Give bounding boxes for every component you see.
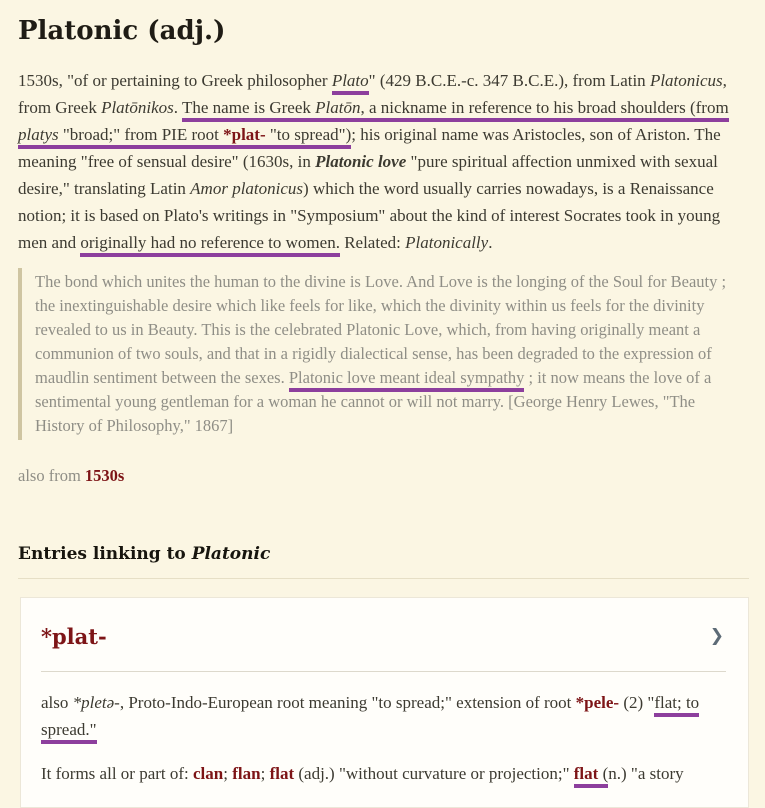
text-segment: ; (223, 764, 233, 783)
text-segment: ; (260, 764, 270, 783)
card-divider (41, 671, 726, 672)
text-segment: (2) " (619, 693, 655, 712)
text-segment: ) which the word usually carries nowadays, is a Renaissance notion; it is based on Plato's writings in "Symposium" about the kind of interest Socrates took in young men and (18, 179, 721, 252)
link-flat-adj[interactable]: flat (269, 764, 295, 783)
highlighted-text: The name is Greek (182, 98, 315, 122)
highlighted-text: "to spread") (266, 125, 352, 149)
entry-headword: Platonic (adj.) (18, 16, 226, 46)
highlighted-text: ( (598, 764, 608, 788)
text-segment: ; it now means the love of a sentimental young gentleman for a woman he cannot or will not marry. [George Henry Lewes, "The History of Philosophy," 1867] (35, 368, 712, 435)
text-segment: "pure spiritual affection unmixed with sexual desire," translating Latin (18, 152, 718, 198)
text-segment: It forms all or part of: (41, 764, 194, 783)
text-segment: Entries linking to (18, 544, 192, 564)
text-segment: . (488, 233, 493, 252)
root-derivatives-text (41, 760, 726, 787)
text-segment: Platonic (191, 544, 271, 564)
highlighted-text: Platonic love meant ideal sympathy (289, 368, 525, 392)
link-flan[interactable]: flan (232, 764, 261, 783)
text-segment: " (429 B.C.E.-c. 347 B.C.E.), from Latin (368, 71, 650, 90)
link-plat-root[interactable]: *plat- (223, 125, 266, 149)
root-definition-text (41, 689, 726, 743)
text-segment: , Proto-Indo-European root meaning "to spread;" extension of root (119, 693, 576, 712)
text-segment: Amor platonicus (190, 179, 304, 198)
text-segment: Platonically (405, 233, 489, 252)
text-segment: 1530s, "of or pertaining to Greek philosopher (18, 71, 332, 90)
quotation-block (18, 268, 735, 440)
etymology-text (18, 67, 732, 256)
highlighted-text: originally had no reference to women. (80, 233, 340, 257)
related-entry-title-link[interactable]: *plat- (41, 624, 107, 649)
text-segment: ; his original name was Aristocles, son of Ariston. The meaning "free of sensual desire" (1630s, in (18, 125, 721, 171)
text-segment: Platonicus (649, 71, 723, 90)
etymology-page (0, 14, 765, 783)
entries-linking-header (18, 544, 747, 564)
text-segment: *pletə- (72, 693, 120, 712)
highlighted-text: "broad;" from PIE root (59, 125, 224, 149)
chevron-right-icon[interactable]: ❯ (709, 626, 724, 646)
text-segment: , from Greek (18, 71, 727, 117)
link-flat-n[interactable]: flat (574, 764, 599, 788)
link-clan[interactable]: clan (193, 764, 224, 783)
highlighted-text: flat; to spread." (41, 693, 699, 744)
related-entry-card[interactable] (20, 597, 749, 808)
text-segment: Platōnikos (101, 98, 174, 117)
text-segment: (adj.) "without curvature or projection;" (294, 764, 574, 783)
highlighted-text: Platōn (315, 98, 360, 122)
highlighted-text: , a nickname in reference to his broad shoulders (from (360, 98, 728, 122)
text-segment: also from (18, 466, 85, 485)
link-pele-root[interactable]: *pele- (575, 693, 620, 712)
highlighted-text: platys (18, 125, 59, 149)
text-segment: also (41, 693, 73, 712)
text-segment: Related: (339, 233, 406, 252)
section-divider (18, 578, 749, 579)
highlighted-text: Plato (332, 71, 369, 95)
text-segment: Platonic love (315, 152, 407, 171)
text-segment: The bond which unites the human to the divine is Love. And Love is the longing of the Soul for Beauty ; the inextinguishable desire which like feels for like, which the divinity within us feels for the divinity revealed to us in Beauty. This is the celebrated Platonic Love, which, from having originally meant a communion of two souls, and that in a rigidly dialectical sense, has been degraded to the expression of maudlin sentiment between the sexes. (35, 272, 727, 387)
link-1530s[interactable]: 1530s (84, 466, 125, 485)
text-segment: n.) "a story (608, 764, 684, 783)
text-segment: . (173, 98, 182, 117)
also-from-line (18, 466, 747, 486)
